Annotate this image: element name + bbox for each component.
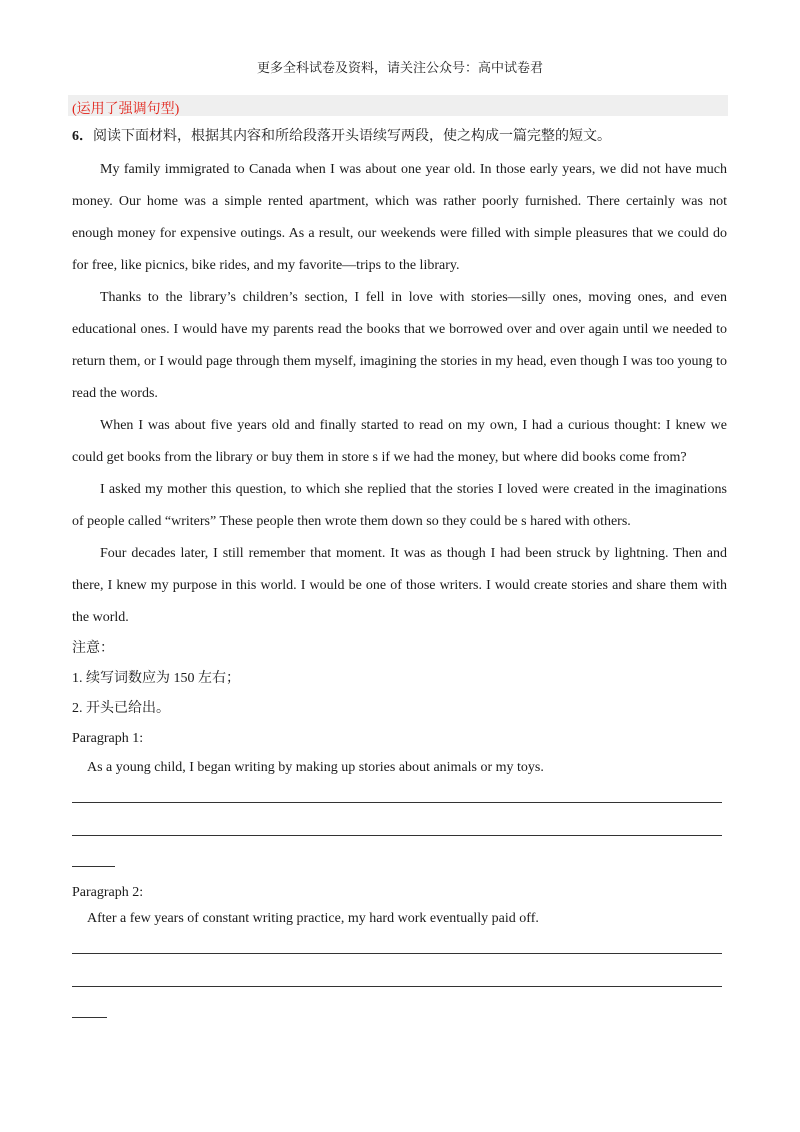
writing-line[interactable]	[72, 953, 722, 954]
passage-paragraph: Thanks to the library’s children’s section, I fell in love with stories—silly ones, moving ones, and even educational ones. I would have my parents read the books that we borrowed over and over again until we needed to return them, or I would page through them myself, imagining the stories in my head, even though I was too young to read the words.	[72, 290, 727, 401]
notes-heading: 注意：	[72, 641, 114, 656]
paragraph1-opening: As a young child, I began writing by making up stories about animals or my toys.	[87, 760, 544, 775]
writing-line[interactable]	[72, 986, 722, 987]
paragraph2-opening: After a few years of constant writing practice, my hard work eventually paid off.	[87, 911, 539, 926]
paragraph1-label: Paragraph 1:	[72, 731, 144, 746]
passage-paragraph: When I was about five years old and finally started to read on my own, I had a curious thought: I knew we could get books from the library or buy them in store s if we had the money, but where did books come from?	[72, 418, 727, 465]
writing-line[interactable]	[72, 835, 722, 836]
passage-paragraph: I asked my mother this question, to which she replied that the stories I loved were created in the imaginations of people called “writers” These people then wrote them down so they could be s hared with others.	[72, 482, 727, 529]
question-prompt	[72, 126, 727, 148]
notes-item: 1. 续写词数应为 150 左右；	[72, 671, 240, 686]
answer-note: (运用了强调句型)	[72, 102, 180, 117]
passage-paragraph: My family immigrated to Canada when I was about one year old. In those early years, we did not have much money. Our home was a simple rented apartment, which was rather poorly furnished. There certainly was not enough money for expensive outings. As a result, our weekends were filled with simple pleasures that we could do for free, like picnics, bike rides, and my favorite—trips to the library.	[72, 162, 727, 273]
question-instruction: 阅读下面材料，根据其内容和所给段落开头语续写两段，使之构成一篇完整的短文。	[93, 129, 611, 144]
writing-line-short[interactable]	[72, 866, 115, 867]
writing-line[interactable]	[72, 802, 722, 803]
passage-paragraph: Four decades later, I still remember that moment. It was as though I had been struck by lightning. Then and there, I knew my purpose in this world. I would be one of those writers. I would create stories and share them with the world.	[72, 546, 727, 625]
question-number: 6．	[72, 129, 93, 144]
writing-line-short[interactable]	[72, 1017, 107, 1018]
notes-item: 2. 开头已给出。	[72, 701, 170, 716]
question-content	[72, 126, 727, 1018]
paragraph2-label: Paragraph 2:	[72, 885, 144, 900]
page-header: 更多全科试卷及资料，请关注公众号：高中试卷君	[256, 60, 543, 75]
